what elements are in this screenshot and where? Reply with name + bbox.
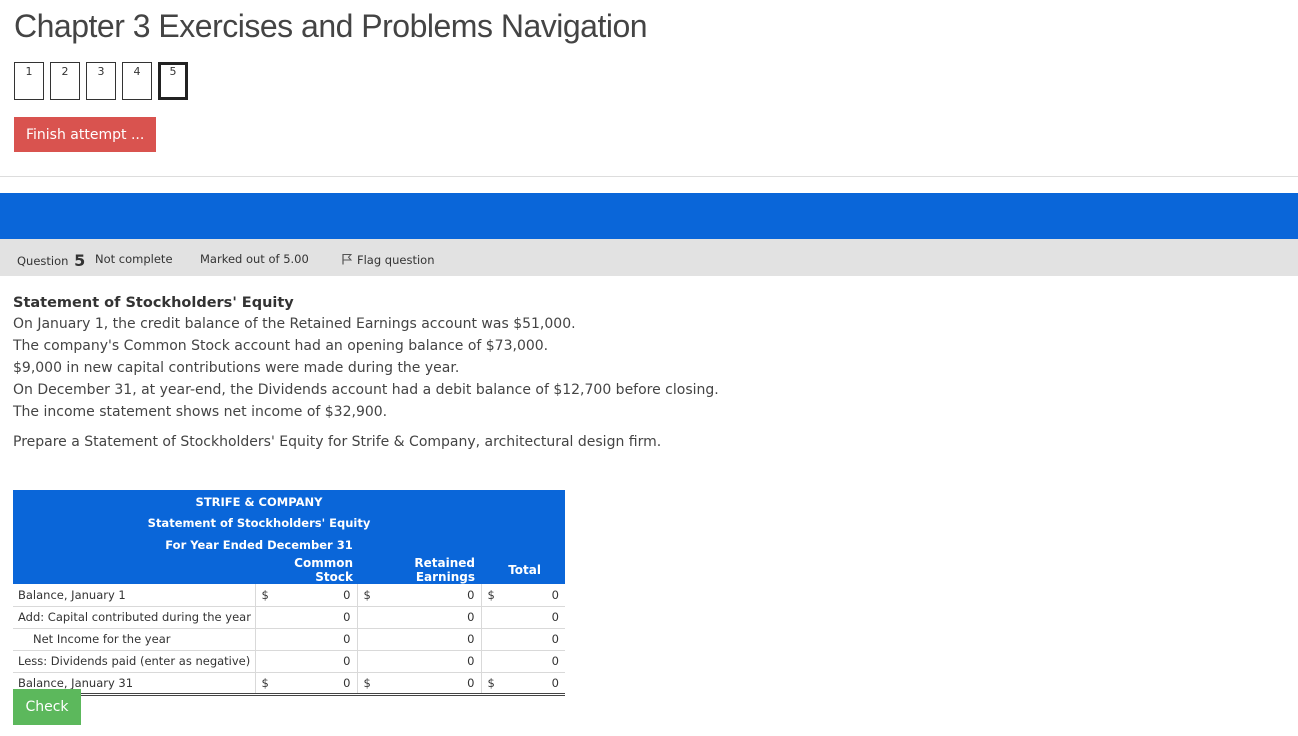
common-stock-cell[interactable]: 0 [269,650,357,672]
table-row [13,584,565,606]
statement-title: Statement of Stockholders' Equity [13,512,565,534]
common-stock-cell[interactable]: 0 [269,584,357,606]
total-cell[interactable]: 0 [481,606,565,628]
currency-spacer [255,606,269,628]
row-label: Add: Capital contributed during the year [13,606,255,628]
common-stock-cell[interactable]: 0 [269,672,357,694]
question-nav-button-4[interactable]: 4 [122,62,152,100]
column-header-label [13,556,255,584]
retained-earnings-cell[interactable]: 0 [371,628,481,650]
table-row [13,672,565,694]
currency-symbol: $ [357,672,371,694]
total-cell[interactable]: 0 [481,650,565,672]
retained-earnings-cell[interactable]: 0 [371,584,481,606]
currency-symbol: $ [487,675,495,690]
statement-company: STRIFE & COMPANY [13,490,565,512]
question-number-label [17,250,85,269]
question-number: 5 [74,251,86,270]
currency-spacer [357,628,371,650]
table-row [13,628,565,650]
retained-earnings-cell[interactable]: 0 [371,650,481,672]
table-row [13,606,565,628]
currency-symbol: $ [255,672,269,694]
currency-spacer [357,606,371,628]
check-button[interactable]: Check [13,689,81,725]
row-label: Balance, January 1 [13,584,255,606]
column-header-retained-earnings: Retained Earnings [357,556,481,584]
question-state: Not complete [95,252,173,266]
row-label: Balance, January 31 [13,672,255,694]
column-header-total: Total [481,556,565,584]
question-line: The income statement shows net income of $32,900. [13,404,388,420]
question-navigation [14,62,188,100]
table-row [13,650,565,672]
retained-earnings-cell[interactable]: 0 [371,672,481,694]
question-grade: Marked out of 5.00 [200,252,309,266]
column-header-common-stock: Common Stock [255,556,357,584]
total-value: 0 [551,587,559,602]
row-label: Less: Dividends paid (enter as negative) [13,650,255,672]
question-nav-button-1[interactable]: 1 [14,62,44,100]
question-nav-button-2[interactable]: 2 [50,62,80,100]
finish-attempt-button[interactable]: Finish attempt ... [14,117,156,152]
question-line: The company's Common Stock account had an opening balance of $73,000. [13,338,549,354]
common-stock-cell[interactable]: 0 [269,606,357,628]
common-stock-cell[interactable]: 0 [269,628,357,650]
currency-spacer [357,650,371,672]
total-cell[interactable] [481,584,565,606]
navigation-title: Chapter 3 Exercises and Problems Navigation [14,8,648,44]
flag-question-link[interactable] [341,252,435,267]
currency-spacer [255,650,269,672]
row-label: Net Income for the year [13,628,255,650]
statement-period: For Year Ended December 31 [13,534,565,556]
question-line: $9,000 in new capital contributions were made during the year. [13,360,460,376]
question-heading: Statement of Stockholders' Equity [13,295,294,311]
question-nav-button-3[interactable]: 3 [86,62,116,100]
question-line: On December 31, at year-end, the Dividends account had a debit balance of $12,700 before closing. [13,382,719,398]
divider [0,176,1298,177]
total-cell[interactable]: 0 [481,628,565,650]
stockholders-equity-statement [13,490,565,696]
question-text [13,293,913,453]
retained-earnings-cell[interactable]: 0 [371,606,481,628]
total-value: 0 [551,675,559,690]
question-prompt: Prepare a Statement of Stockholders' Equity for Strife & Company, architectural design firm. [13,434,662,450]
question-nav-button-5[interactable]: 5 [158,62,188,100]
currency-symbol: $ [255,584,269,606]
header-band [0,193,1298,239]
flag-icon [341,253,353,264]
question-line: On January 1, the credit balance of the Retained Earnings account was $51,000. [13,316,576,332]
question-info-bar [0,239,1298,276]
currency-spacer [255,628,269,650]
total-cell[interactable] [481,672,565,694]
currency-symbol: $ [357,584,371,606]
currency-symbol: $ [487,587,495,602]
flag-question-label: Flag question [357,253,435,267]
question-label: Question [17,254,69,268]
